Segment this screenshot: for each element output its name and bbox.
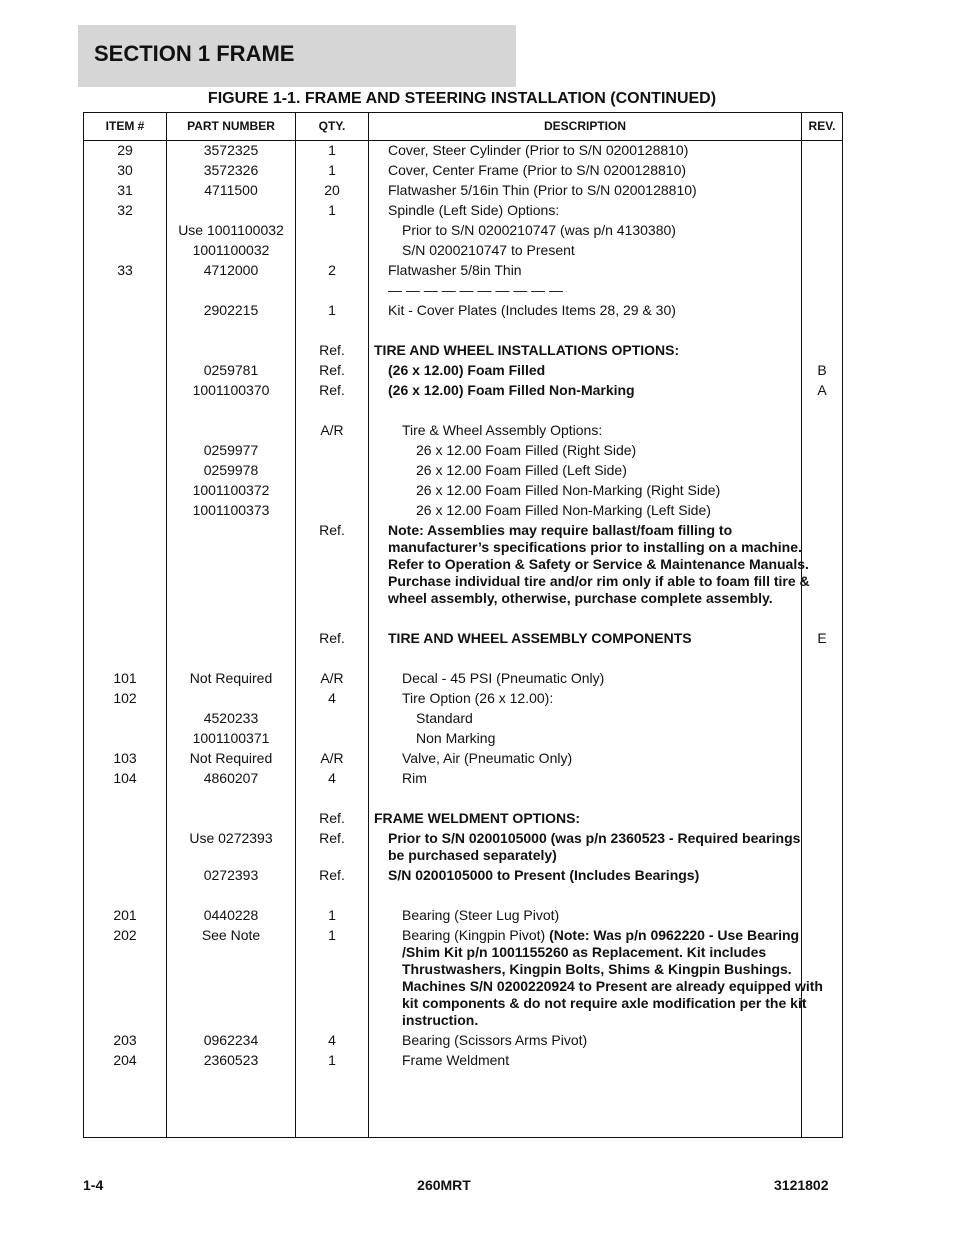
cell-rev: A <box>817 382 827 398</box>
cell-part: 1001100370 <box>192 382 270 398</box>
cell-part: 3572326 <box>203 162 259 178</box>
cell-description: Bearing (Scissors Arms Pivot) <box>402 1032 588 1048</box>
cell-description: S/N 0200105000 to Present (Includes Bearings) <box>388 867 700 883</box>
cell-description-note: Note: Assemblies may require ballast/foam filling to manufacturer’s specifications prior to installing on a machine. Refer to Operation & Safety or Service & Maintenance Manuals. Purchase individual tire and/or rim only if able to foam fill tire & wheel assembly, otherwise, purchase complete assembly. <box>388 522 810 606</box>
table-row <box>84 1031 842 1051</box>
cell-description: Cover, Steer Cylinder (Prior to S/N 0200128810) <box>388 142 689 158</box>
table-header <box>84 113 842 141</box>
cell-description: Prior to S/N 0200210747 (was p/n 4130380) <box>402 222 676 238</box>
cell-qty: 1 <box>328 927 336 943</box>
cell-description: Valve, Air (Pneumatic Only) <box>402 750 573 766</box>
cell-qty: Ref. <box>319 830 345 846</box>
cell-item: 203 <box>113 1032 137 1048</box>
cell-part: 2360523 <box>203 1052 259 1068</box>
cell-qty: 2 <box>328 262 336 278</box>
table-row <box>84 201 842 221</box>
table-row <box>84 261 842 281</box>
header-description: DESCRIPTION <box>543 119 626 133</box>
cell-qty: 20 <box>324 182 340 198</box>
page-number: 1-4 <box>83 1177 104 1193</box>
cell-qty: Ref. <box>319 522 345 538</box>
cell-part: 1001100373 <box>192 502 270 518</box>
cell-qty: Ref. <box>319 810 345 826</box>
cell-item: 30 <box>117 162 133 178</box>
cell-part: 0272393 <box>203 867 259 883</box>
cell-qty: 1 <box>328 302 336 318</box>
section-header <box>78 25 516 87</box>
cell-part: 4712000 <box>203 262 259 278</box>
header-item: ITEM # <box>105 119 145 133</box>
table-row <box>84 141 842 161</box>
cell-qty: 4 <box>328 1032 336 1048</box>
table-row <box>84 521 842 609</box>
header-rev: REV. <box>808 119 836 133</box>
table-row <box>84 221 842 241</box>
table-row <box>84 669 842 689</box>
cell-description: Decal - 45 PSI (Pneumatic Only) <box>402 670 605 686</box>
model-name: 260MRT <box>417 1177 471 1193</box>
table-row <box>84 241 842 261</box>
cell-part: 0259977 <box>203 442 259 458</box>
cell-item: 202 <box>113 927 137 943</box>
cell-description: S/N 0200210747 to Present <box>402 242 575 258</box>
cell-part: 3572325 <box>203 142 259 158</box>
cell-qty: Ref. <box>319 362 345 378</box>
parts-table <box>83 112 843 1138</box>
cell-description: 26 x 12.00 Foam Filled Non-Marking (Right Side) <box>416 482 721 498</box>
document-number: 3121802 <box>774 1177 829 1193</box>
cell-item: 101 <box>113 670 137 686</box>
cell-part: Not Required <box>189 750 273 766</box>
table-row <box>84 749 842 769</box>
table-row <box>84 866 842 886</box>
cell-description: Prior to S/N 0200105000 (was p/n 2360523 - Required bearings be purchased separately) <box>388 830 801 863</box>
cell-part: 0259978 <box>203 462 259 478</box>
header-part-number: PART NUMBER <box>187 119 275 133</box>
cell-description: Tire & Wheel Assembly Options: <box>402 422 603 438</box>
table-row <box>84 926 842 1031</box>
cell-description: Flatwasher 5/16in Thin (Prior to S/N 0200128810) <box>388 182 697 198</box>
cell-part: 0259781 <box>203 362 259 378</box>
table-row <box>84 809 842 829</box>
cell-description: Tire Option (26 x 12.00): <box>402 690 554 706</box>
cell-description: Kit - Cover Plates (Includes Items 28, 29 & 30) <box>388 302 676 318</box>
table-row <box>84 381 842 401</box>
table-row <box>84 161 842 181</box>
cell-qty: Ref. <box>319 382 345 398</box>
table-row <box>84 421 842 441</box>
cell-part: Use 1001100032 <box>178 222 284 238</box>
cell-description: Spindle (Left Side) Options: <box>388 202 560 218</box>
table-row <box>84 181 842 201</box>
header-qty: QTY. <box>318 119 346 133</box>
table-row <box>84 361 842 381</box>
cell-part: 4711500 <box>204 182 258 198</box>
cell-description: Flatwasher 5/8in Thin <box>388 262 522 278</box>
description-text: Bearing (Kingpin Pivot) <box>402 927 546 943</box>
cell-description: Standard <box>416 710 473 726</box>
cell-part: 0962234 <box>203 1032 259 1048</box>
cell-description: Bearing (Steer Lug Pivot) <box>402 907 560 923</box>
cell-description-separator: — — — — — — — — — — <box>388 282 564 298</box>
cell-part: 0440228 <box>203 907 259 923</box>
table-row <box>84 341 842 361</box>
cell-item: 33 <box>117 262 133 278</box>
cell-qty: 1 <box>328 142 336 158</box>
cell-qty: 1 <box>328 202 336 218</box>
cell-item: 103 <box>113 750 137 766</box>
cell-description: 26 x 12.00 Foam Filled (Right Side) <box>416 442 637 458</box>
table-body <box>84 141 842 1071</box>
cell-qty: A/R <box>320 422 344 438</box>
cell-part: See Note <box>201 927 261 943</box>
cell-item: 32 <box>117 202 133 218</box>
cell-part: Not Required <box>189 670 273 686</box>
table-row <box>84 769 842 789</box>
cell-qty: 1 <box>328 162 336 178</box>
cell-part: Use 0272393 <box>189 830 273 846</box>
table-row <box>84 689 842 709</box>
table-row <box>84 729 842 749</box>
cell-qty: A/R <box>320 750 344 766</box>
table-row <box>84 461 842 481</box>
cell-part: 1001100032 <box>192 242 270 258</box>
cell-description <box>372 927 827 1029</box>
cell-qty: 1 <box>328 1052 336 1068</box>
cell-qty: A/R <box>320 670 344 686</box>
cell-description: TIRE AND WHEEL ASSEMBLY COMPONENTS <box>388 630 692 646</box>
cell-description: FRAME WELDMENT OPTIONS: <box>374 810 581 826</box>
cell-description: Frame Weldment <box>402 1052 510 1068</box>
cell-item: 204 <box>113 1052 137 1068</box>
cell-item: 31 <box>117 182 133 198</box>
cell-item: 102 <box>113 690 137 706</box>
cell-qty: Ref. <box>319 342 345 358</box>
cell-description: TIRE AND WHEEL INSTALLATIONS OPTIONS: <box>374 342 680 358</box>
table-row <box>84 301 842 321</box>
cell-qty: 4 <box>328 770 336 786</box>
cell-part: 1001100372 <box>192 482 270 498</box>
cell-rev: E <box>817 630 827 646</box>
section-title: SECTION 1 FRAME <box>94 41 295 66</box>
description-note: (Note: Was p/n 0962220 - Use Bearing /Shim Kit p/n 1001155260 as Replacement. Kit includes Thrustwashers, Kingpin Bolts, Shims & Kingpin Bushings. Machines S/N 0200220924 to Present are already equipped with kit components & do not require axle modification per the kit instruction. <box>402 927 823 1028</box>
cell-rev: B <box>817 362 827 378</box>
cell-part: 4520233 <box>203 710 259 726</box>
figure-title: FIGURE 1-1. FRAME AND STEERING INSTALLATION (CONTINUED) <box>207 90 717 107</box>
table-row <box>84 829 842 866</box>
cell-description: Rim <box>402 770 427 786</box>
cell-part: 4860207 <box>203 770 259 786</box>
table-row <box>84 629 842 649</box>
cell-description: (26 x 12.00) Foam Filled <box>388 362 546 378</box>
cell-description: 26 x 12.00 Foam Filled Non-Marking (Left Side) <box>416 502 711 518</box>
cell-description: Non Marking <box>416 730 496 746</box>
table-row <box>84 501 842 521</box>
cell-part: 1001100371 <box>192 730 270 746</box>
cell-item: 201 <box>113 907 137 923</box>
table-row <box>84 906 842 926</box>
cell-description: (26 x 12.00) Foam Filled Non-Marking <box>388 382 635 398</box>
cell-qty: Ref. <box>319 867 345 883</box>
cell-item: 29 <box>117 142 133 158</box>
table-row <box>84 441 842 461</box>
cell-part: 2902215 <box>203 302 259 318</box>
cell-item: 104 <box>113 770 137 786</box>
cell-description: Cover, Center Frame (Prior to S/N 0200128810) <box>388 162 687 178</box>
table-row <box>84 481 842 501</box>
cell-qty: Ref. <box>319 630 345 646</box>
table-row <box>84 281 842 301</box>
table-row <box>84 1051 842 1071</box>
cell-qty: 4 <box>328 690 336 706</box>
cell-qty: 1 <box>328 907 336 923</box>
table-row <box>84 709 842 729</box>
cell-description: 26 x 12.00 Foam Filled (Left Side) <box>416 462 627 478</box>
